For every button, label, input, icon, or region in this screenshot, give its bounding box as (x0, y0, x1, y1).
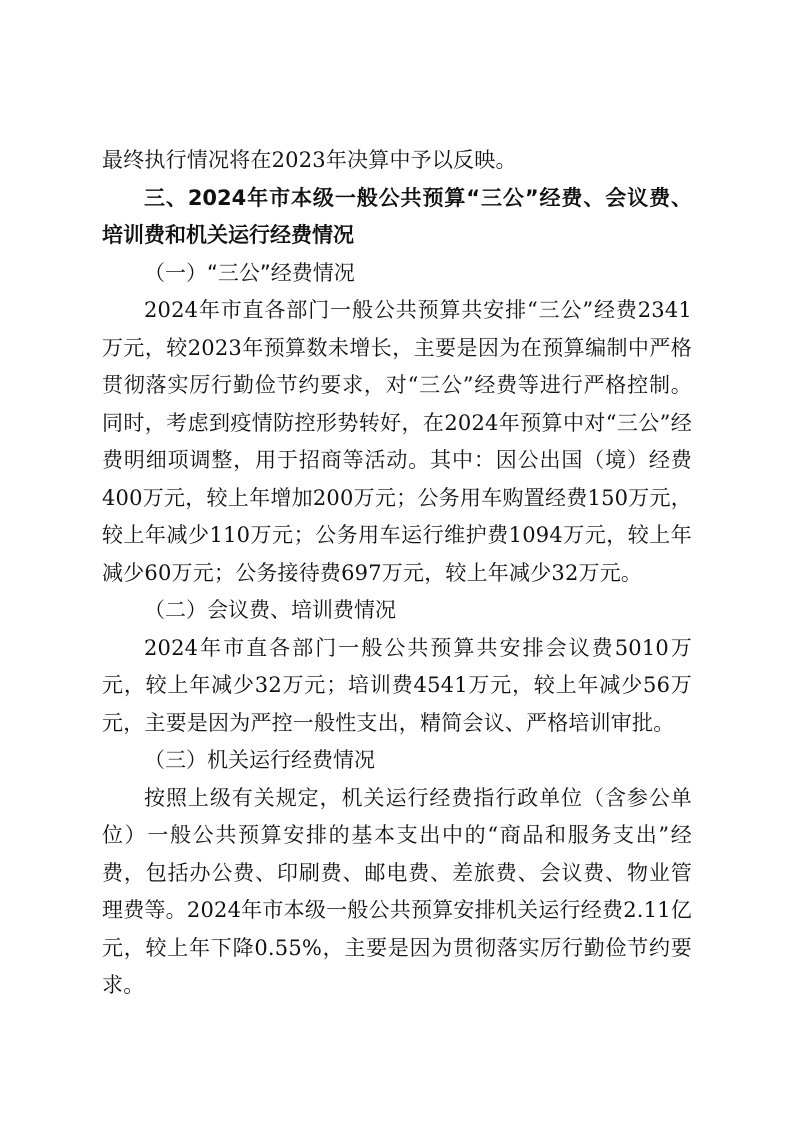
continuation-paragraph: 最终执行情况将在2023年决算中予以反映。 (102, 148, 517, 172)
paragraph-sangong: 2024年市直各部门一般公共预算共安排“三公”经费2341万元，较2023年预算数未增长，主要是因为在预算编制中严格贯彻落实厉行勤俭节约要求，对“三公”经费等进行严格控制。同时，考虑到疫情防控形势转好，在2024年预算中对“三公”经费明细项调整，用于招商等活动。其中：因公出国（境）经费400万元，较上年增加200万元；公务用车购置经费150万元，较上年减少110万元；公务用车运行维护费1094万元，较上年减少60万元；公务接待费697万元，较上年减少32万元。 (102, 298, 692, 585)
subsection-heading-sangong: （一）“三公”经费情况 (144, 260, 355, 285)
paragraph-operating-costs: 按照上级有关规定，机关运行经费指行政单位（含参公单位）一般公共预算安排的基本支出中的“商品和服务支出”经费，包括办公费、印刷费、邮电费、差旅费、会议费、物业管理费等。2024年市本级一般公共预算安排机关运行经费2.11亿元，较上年下降0.55%，主要是因为贯彻落实厉行勤俭节约要求。 (102, 785, 692, 997)
subsection-heading-meeting-training: （二）会议费、培训费情况 (144, 598, 396, 622)
document-body (102, 142, 692, 1005)
section-heading: 三、2024年市本级一般公共预算“三公”经费、会议费、培训费和机关运行经费情况 (102, 185, 692, 247)
paragraph-meeting-training: 2024年市直各部门一般公共预算共安排会议费5010万元，较上年减少32万元；培训费4541万元，较上年减少56万元，主要是因为严控一般性支出，精简会议、严格培训审批。 (102, 635, 692, 735)
subsection-heading-operating-costs: （三）机关运行经费情况 (144, 748, 375, 772)
